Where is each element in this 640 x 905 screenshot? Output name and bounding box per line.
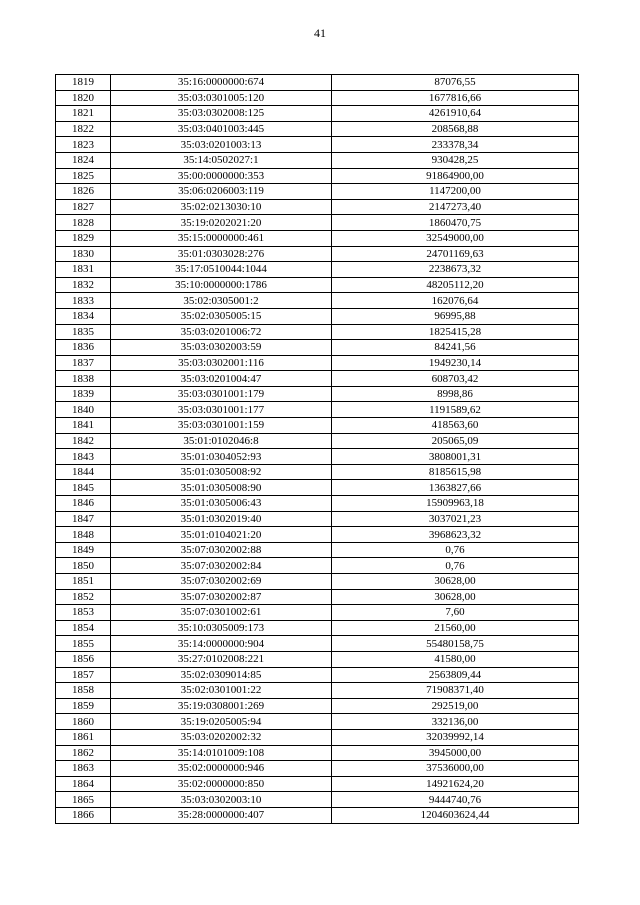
registry-table [55,74,579,824]
cadastral-number-cell: 35:03:0301001:179 [111,386,332,402]
cadastral-number-cell: 35:01:0305008:90 [111,480,332,496]
cadastral-value-cell: 1191589,62 [332,402,579,418]
cadastral-number-cell: 35:07:0302002:69 [111,574,332,590]
table-row [56,75,579,91]
cadastral-number-cell: 35:03:0201003:13 [111,137,332,153]
cadastral-value-cell: 14921624,20 [332,776,579,792]
row-number-cell: 1833 [56,293,111,309]
cadastral-value-cell: 96995,88 [332,308,579,324]
cadastral-number-cell: 35:07:0302002:84 [111,558,332,574]
cadastral-value-cell: 0,76 [332,558,579,574]
row-number-cell: 1863 [56,761,111,777]
table-row [56,402,579,418]
table-row [56,558,579,574]
cadastral-number-cell: 35:03:0301001:159 [111,418,332,434]
row-number-cell: 1826 [56,184,111,200]
table-row [56,636,579,652]
cadastral-value-cell: 30628,00 [332,574,579,590]
cadastral-number-cell: 35:16:0000000:674 [111,75,332,91]
cadastral-value-cell: 91864900,00 [332,168,579,184]
cadastral-number-cell: 35:02:0000000:946 [111,761,332,777]
table-row [56,215,579,231]
row-number-cell: 1856 [56,651,111,667]
table-row [56,464,579,480]
row-number-cell: 1858 [56,683,111,699]
cadastral-value-cell: 30628,00 [332,589,579,605]
table-row [56,371,579,387]
cadastral-number-cell: 35:03:0201006:72 [111,324,332,340]
table-row [56,574,579,590]
cadastral-value-cell: 1363827,66 [332,480,579,496]
cadastral-value-cell: 2147273,40 [332,199,579,215]
row-number-cell: 1852 [56,589,111,605]
row-number-cell: 1835 [56,324,111,340]
row-number-cell: 1845 [56,480,111,496]
row-number-cell: 1855 [56,636,111,652]
row-number-cell: 1848 [56,527,111,543]
cadastral-number-cell: 35:02:0000000:850 [111,776,332,792]
cadastral-value-cell: 1825415,28 [332,324,579,340]
cadastral-number-cell: 35:19:0205005:94 [111,714,332,730]
cadastral-value-cell: 48205112,20 [332,277,579,293]
cadastral-value-cell: 205065,09 [332,433,579,449]
registry-table-body [56,75,579,824]
cadastral-value-cell: 292519,00 [332,698,579,714]
table-row [56,496,579,512]
table-row [56,152,579,168]
table-row [56,433,579,449]
cadastral-value-cell: 84241,56 [332,340,579,356]
row-number-cell: 1830 [56,246,111,262]
row-number-cell: 1834 [56,308,111,324]
cadastral-value-cell: 1860470,75 [332,215,579,231]
cadastral-value-cell: 8998,86 [332,386,579,402]
row-number-cell: 1864 [56,776,111,792]
table-row [56,246,579,262]
table-row [56,589,579,605]
cadastral-value-cell: 0,76 [332,542,579,558]
cadastral-number-cell: 35:03:0302001:116 [111,355,332,371]
row-number-cell: 1842 [56,433,111,449]
cadastral-number-cell: 35:01:0303028:276 [111,246,332,262]
table-row [56,807,579,823]
cadastral-value-cell: 32549000,00 [332,230,579,246]
row-number-cell: 1838 [56,371,111,387]
cadastral-value-cell: 3968623,32 [332,527,579,543]
cadastral-value-cell: 233378,34 [332,137,579,153]
cadastral-value-cell: 332136,00 [332,714,579,730]
table-row [56,355,579,371]
cadastral-value-cell: 32039992,14 [332,729,579,745]
cadastral-number-cell: 35:03:0302003:10 [111,792,332,808]
cadastral-number-cell: 35:02:0213030:10 [111,199,332,215]
cadastral-value-cell: 15909963,18 [332,496,579,512]
cadastral-number-cell: 35:02:0305001:2 [111,293,332,309]
table-row [56,340,579,356]
row-number-cell: 1824 [56,152,111,168]
cadastral-number-cell: 35:07:0302002:88 [111,542,332,558]
cadastral-number-cell: 35:14:0502027:1 [111,152,332,168]
table-row [56,199,579,215]
cadastral-number-cell: 35:14:0101009:108 [111,745,332,761]
row-number-cell: 1829 [56,230,111,246]
cadastral-number-cell: 35:03:0401003:445 [111,121,332,137]
cadastral-number-cell: 35:01:0305008:92 [111,464,332,480]
row-number-cell: 1857 [56,667,111,683]
cadastral-number-cell: 35:07:0301002:61 [111,605,332,621]
cadastral-number-cell: 35:03:0302008:125 [111,106,332,122]
cadastral-number-cell: 35:01:0102046:8 [111,433,332,449]
cadastral-number-cell: 35:15:0000000:461 [111,230,332,246]
table-row [56,106,579,122]
table-row [56,262,579,278]
table-row [56,698,579,714]
cadastral-value-cell: 1147200,00 [332,184,579,200]
cadastral-number-cell: 35:19:0202021:20 [111,215,332,231]
table-row [56,480,579,496]
cadastral-number-cell: 35:19:0308001:269 [111,698,332,714]
cadastral-value-cell: 2238673,32 [332,262,579,278]
cadastral-value-cell: 3808001,31 [332,449,579,465]
table-row [56,418,579,434]
table-row [56,620,579,636]
table-row [56,714,579,730]
cadastral-number-cell: 35:01:0302019:40 [111,511,332,527]
row-number-cell: 1847 [56,511,111,527]
row-number-cell: 1819 [56,75,111,91]
cadastral-value-cell: 1677816,66 [332,90,579,106]
row-number-cell: 1854 [56,620,111,636]
cadastral-value-cell: 208568,88 [332,121,579,137]
table-row [56,230,579,246]
row-number-cell: 1850 [56,558,111,574]
cadastral-value-cell: 930428,25 [332,152,579,168]
row-number-cell: 1843 [56,449,111,465]
table-row [56,308,579,324]
table-row [56,137,579,153]
cadastral-value-cell: 21560,00 [332,620,579,636]
row-number-cell: 1837 [56,355,111,371]
cadastral-number-cell: 35:17:0510044:1044 [111,262,332,278]
table-row [56,792,579,808]
row-number-cell: 1831 [56,262,111,278]
row-number-cell: 1851 [56,574,111,590]
cadastral-number-cell: 35:00:0000000:353 [111,168,332,184]
row-number-cell: 1865 [56,792,111,808]
cadastral-value-cell: 8185615,98 [332,464,579,480]
cadastral-value-cell: 608703,42 [332,371,579,387]
cadastral-number-cell: 35:02:0305005:15 [111,308,332,324]
row-number-cell: 1822 [56,121,111,137]
cadastral-value-cell: 1204603624,44 [332,807,579,823]
cadastral-number-cell: 35:01:0305006:43 [111,496,332,512]
table-row [56,605,579,621]
row-number-cell: 1860 [56,714,111,730]
cadastral-number-cell: 35:01:0304052:93 [111,449,332,465]
row-number-cell: 1832 [56,277,111,293]
cadastral-number-cell: 35:10:0305009:173 [111,620,332,636]
cadastral-number-cell: 35:06:0206003:119 [111,184,332,200]
cadastral-number-cell: 35:14:0000000:904 [111,636,332,652]
cadastral-value-cell: 24701169,63 [332,246,579,262]
cadastral-number-cell: 35:10:0000000:1786 [111,277,332,293]
table-row [56,667,579,683]
row-number-cell: 1827 [56,199,111,215]
table-row [56,761,579,777]
cadastral-value-cell: 55480158,75 [332,636,579,652]
cadastral-value-cell: 3037021,23 [332,511,579,527]
cadastral-number-cell: 35:28:0000000:407 [111,807,332,823]
cadastral-value-cell: 37536000,00 [332,761,579,777]
cadastral-value-cell: 9444740,76 [332,792,579,808]
cadastral-number-cell: 35:03:0302003:59 [111,340,332,356]
cadastral-value-cell: 2563809,44 [332,667,579,683]
cadastral-value-cell: 162076,64 [332,293,579,309]
row-number-cell: 1866 [56,807,111,823]
cadastral-value-cell: 87076,55 [332,75,579,91]
table-row [56,277,579,293]
table-row [56,527,579,543]
cadastral-number-cell: 35:02:0301001:22 [111,683,332,699]
row-number-cell: 1862 [56,745,111,761]
row-number-cell: 1853 [56,605,111,621]
cadastral-number-cell: 35:03:0201004:47 [111,371,332,387]
cadastral-number-cell: 35:03:0301001:177 [111,402,332,418]
row-number-cell: 1836 [56,340,111,356]
row-number-cell: 1839 [56,386,111,402]
table-row [56,511,579,527]
cadastral-value-cell: 71908371,40 [332,683,579,699]
cadastral-number-cell: 35:07:0302002:87 [111,589,332,605]
row-number-cell: 1840 [56,402,111,418]
table-row [56,90,579,106]
page-number: 41 [314,26,326,40]
table-row [56,542,579,558]
table-row [56,729,579,745]
row-number-cell: 1823 [56,137,111,153]
table-row [56,386,579,402]
table-row [56,651,579,667]
cadastral-number-cell: 35:27:0102008:221 [111,651,332,667]
table-row [56,121,579,137]
table-row [56,324,579,340]
table-row [56,776,579,792]
table-row [56,683,579,699]
row-number-cell: 1844 [56,464,111,480]
row-number-cell: 1821 [56,106,111,122]
row-number-cell: 1825 [56,168,111,184]
row-number-cell: 1859 [56,698,111,714]
cadastral-number-cell: 35:02:0309014:85 [111,667,332,683]
cadastral-number-cell: 35:03:0301005:120 [111,90,332,106]
cadastral-value-cell: 418563,60 [332,418,579,434]
table-row [56,168,579,184]
cadastral-value-cell: 41580,00 [332,651,579,667]
row-number-cell: 1820 [56,90,111,106]
cadastral-number-cell: 35:01:0104021:20 [111,527,332,543]
cadastral-number-cell: 35:03:0202002:32 [111,729,332,745]
table-row [56,745,579,761]
cadastral-value-cell: 3945000,00 [332,745,579,761]
row-number-cell: 1846 [56,496,111,512]
row-number-cell: 1849 [56,542,111,558]
table-row [56,184,579,200]
table-row [56,293,579,309]
row-number-cell: 1841 [56,418,111,434]
table-row [56,449,579,465]
row-number-cell: 1828 [56,215,111,231]
cadastral-value-cell: 1949230,14 [332,355,579,371]
cadastral-value-cell: 4261910,64 [332,106,579,122]
cadastral-value-cell: 7,60 [332,605,579,621]
row-number-cell: 1861 [56,729,111,745]
